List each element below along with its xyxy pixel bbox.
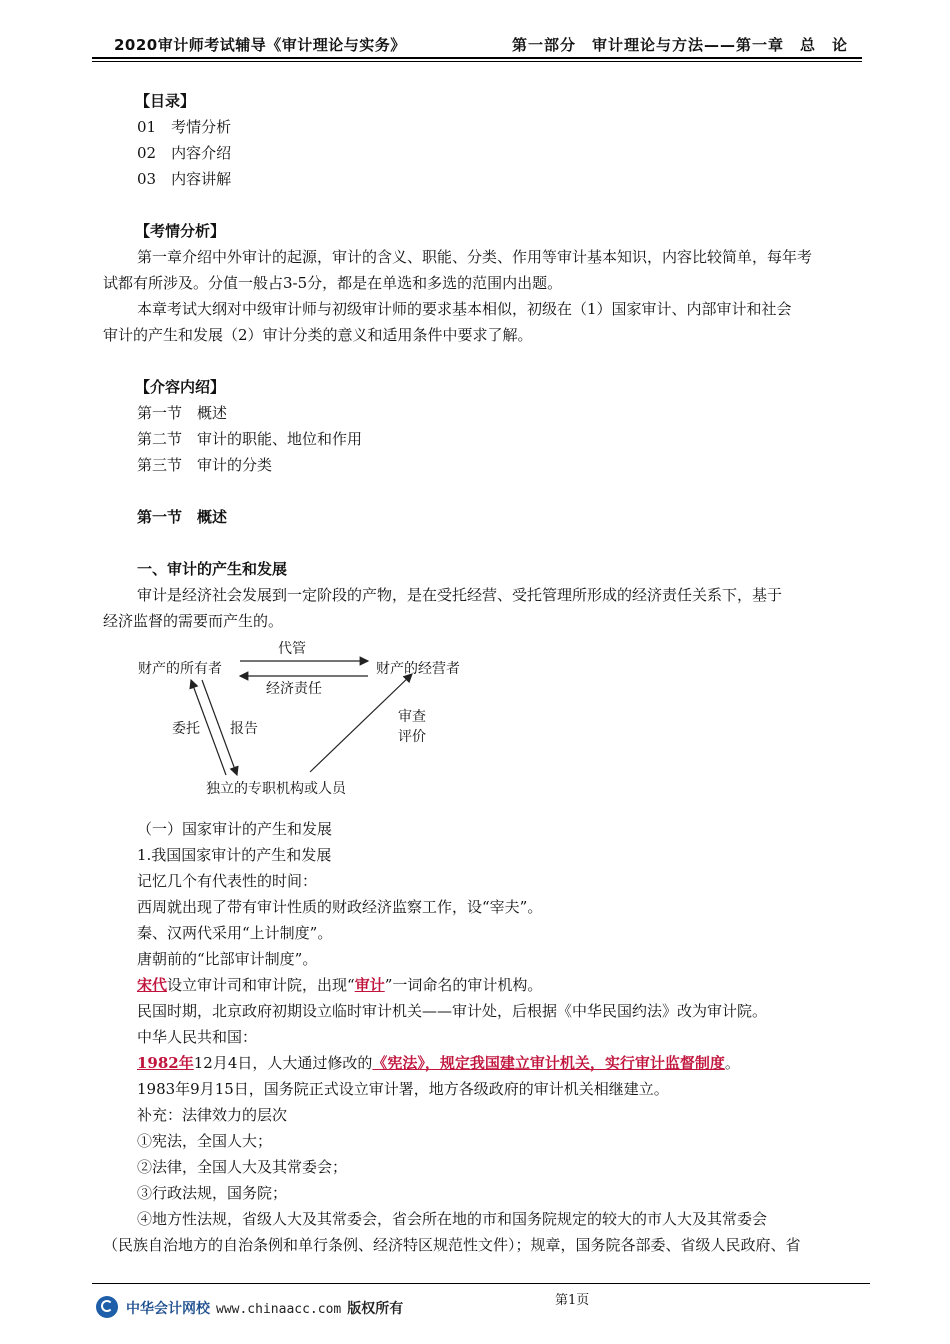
toc-item: 03 内容讲解 bbox=[137, 170, 232, 188]
highlight-audit-term: 审计 bbox=[354, 976, 385, 994]
analysis-heading: 【考情分析】 bbox=[135, 222, 226, 240]
header-book-title: 2020审计师考试辅导《审计理论与实务》 bbox=[114, 36, 406, 54]
arrow-review bbox=[310, 674, 412, 772]
subsection-title: 一、审计的产生和发展 bbox=[137, 560, 288, 578]
footer-brand bbox=[126, 1298, 403, 1318]
section-paragraph: 审计是经济社会发展到一定阶段的产物，是在受托经营、受托管理所形成的经济责任关系下，基于 bbox=[137, 586, 783, 604]
body-line: ①宪法，全国人大； bbox=[137, 1132, 273, 1150]
header-chapter-title: 第一部分 审计理论与方法——第一章 总 论 bbox=[511, 36, 848, 54]
highlight-1982: 1982年 bbox=[137, 1054, 194, 1072]
diagram-entrust-label: 委托 bbox=[172, 721, 200, 737]
intro-item: 第三节 审计的分类 bbox=[137, 456, 273, 474]
analysis-paragraph: 本章考试大纲对中级审计师与初级审计师的要求基本相似，初级在（1）国家审计、内部审计和社会 bbox=[137, 300, 792, 318]
highlight-song-dynasty: 宋代 bbox=[137, 976, 168, 994]
page-number: 第1页 bbox=[555, 1293, 590, 1308]
body-line: 记忆几个有代表性的时间： bbox=[137, 872, 318, 890]
body-line bbox=[137, 1053, 740, 1073]
section-title: 第一节 概述 bbox=[137, 508, 228, 526]
page-header bbox=[92, 30, 856, 56]
body-line: 1983年9月15日，国务院正式设立审计署，地方各级政府的审计机关相继建立。 bbox=[137, 1080, 669, 1098]
body-line: ②法律，全国人大及其常委会； bbox=[137, 1158, 348, 1176]
intro-heading: 【介容内绍】 bbox=[135, 378, 226, 396]
diagram-operator: 财产的经营者 bbox=[376, 661, 460, 677]
chinaacc-logo-icon bbox=[96, 1296, 118, 1318]
body-text: ”一词命名的审计机构。 bbox=[384, 976, 543, 994]
audit-relationship-diagram bbox=[130, 632, 490, 804]
analysis-paragraph: 试都有所涉及。分值一般占3-5分，都是在单选和多选的范围内出题。 bbox=[103, 274, 563, 292]
analysis-paragraph: 第一章介绍中外审计的起源，审计的含义、职能、分类、作用等审计基本知识，内容比较简单，每年考 bbox=[137, 248, 813, 266]
diagram-agency-label: 代管 bbox=[278, 641, 306, 657]
toc-heading: 【目录】 bbox=[135, 92, 196, 110]
intro-item: 第二节 审计的职能、地位和作用 bbox=[137, 430, 363, 448]
body-line: 西周就出现了带有审计性质的财政经济监察工作，设“宰夫”。 bbox=[137, 898, 543, 916]
toc-item: 02 内容介绍 bbox=[137, 144, 232, 162]
highlight-constitution: 《宪法》，规定我国建立审计机关，实行审计监督制度 bbox=[372, 1054, 725, 1072]
intro-item: 第一节 概述 bbox=[137, 404, 228, 422]
diagram-evaluate-label: 评价 bbox=[398, 729, 426, 745]
body-line: 补充：法律效力的层次 bbox=[137, 1106, 288, 1124]
diagram-report-label: 报告 bbox=[230, 721, 258, 737]
footer-rights: 版权所有 bbox=[347, 1301, 404, 1317]
diagram-review-label: 审查 bbox=[398, 709, 426, 725]
body-heading: （一）国家审计的产生和发展 bbox=[137, 820, 333, 838]
body-line bbox=[137, 975, 542, 995]
diagram-independent: 独立的专职机构或人员 bbox=[206, 781, 346, 797]
body-subheading: 1.我国国家审计的产生和发展 bbox=[137, 846, 332, 864]
body-text: 12月4日，人大通过修改的 bbox=[193, 1054, 373, 1072]
footer-divider bbox=[92, 1283, 870, 1284]
body-line: 中华人民共和国： bbox=[137, 1028, 258, 1046]
body-line: ③行政法规，国务院； bbox=[137, 1184, 288, 1202]
footer-url[interactable]: www.chinaacc.com bbox=[216, 1302, 342, 1317]
header-divider-thin bbox=[92, 61, 862, 62]
body-line: （民族自治地方的自治条例和单行条例、经济特区规范性文件）；规章，国务院各部委、省级人民政府、省 bbox=[103, 1236, 801, 1254]
analysis-paragraph: 审计的产生和发展（2）审计分类的意义和适用条件中要求了解。 bbox=[103, 326, 533, 344]
toc-item: 01 考情分析 bbox=[137, 118, 232, 136]
body-line: 唐朝前的“比部审计制度”。 bbox=[137, 950, 318, 968]
body-text: 。 bbox=[724, 1054, 740, 1072]
body-line: ④地方性法规，省级人大及其常委会，省会所在地的市和国务院规定的较大的市人大及其常委会 bbox=[137, 1210, 768, 1228]
section-paragraph: 经济监督的需要而产生的。 bbox=[103, 612, 284, 630]
body-text: 设立审计司和审计院，出现“ bbox=[167, 976, 355, 994]
body-line: 民国时期，北京政府初期设立临时审计机关——审计处，后根据《中华民国约法》改为审计院。 bbox=[137, 1002, 768, 1020]
header-divider bbox=[92, 57, 862, 59]
diagram-responsibility-label: 经济责任 bbox=[266, 681, 322, 697]
footer-brand-name: 中华会计网校 bbox=[126, 1301, 210, 1317]
body-line: 秦、汉两代采用“上计制度”。 bbox=[137, 924, 333, 942]
diagram-owner: 财产的所有者 bbox=[138, 661, 222, 677]
